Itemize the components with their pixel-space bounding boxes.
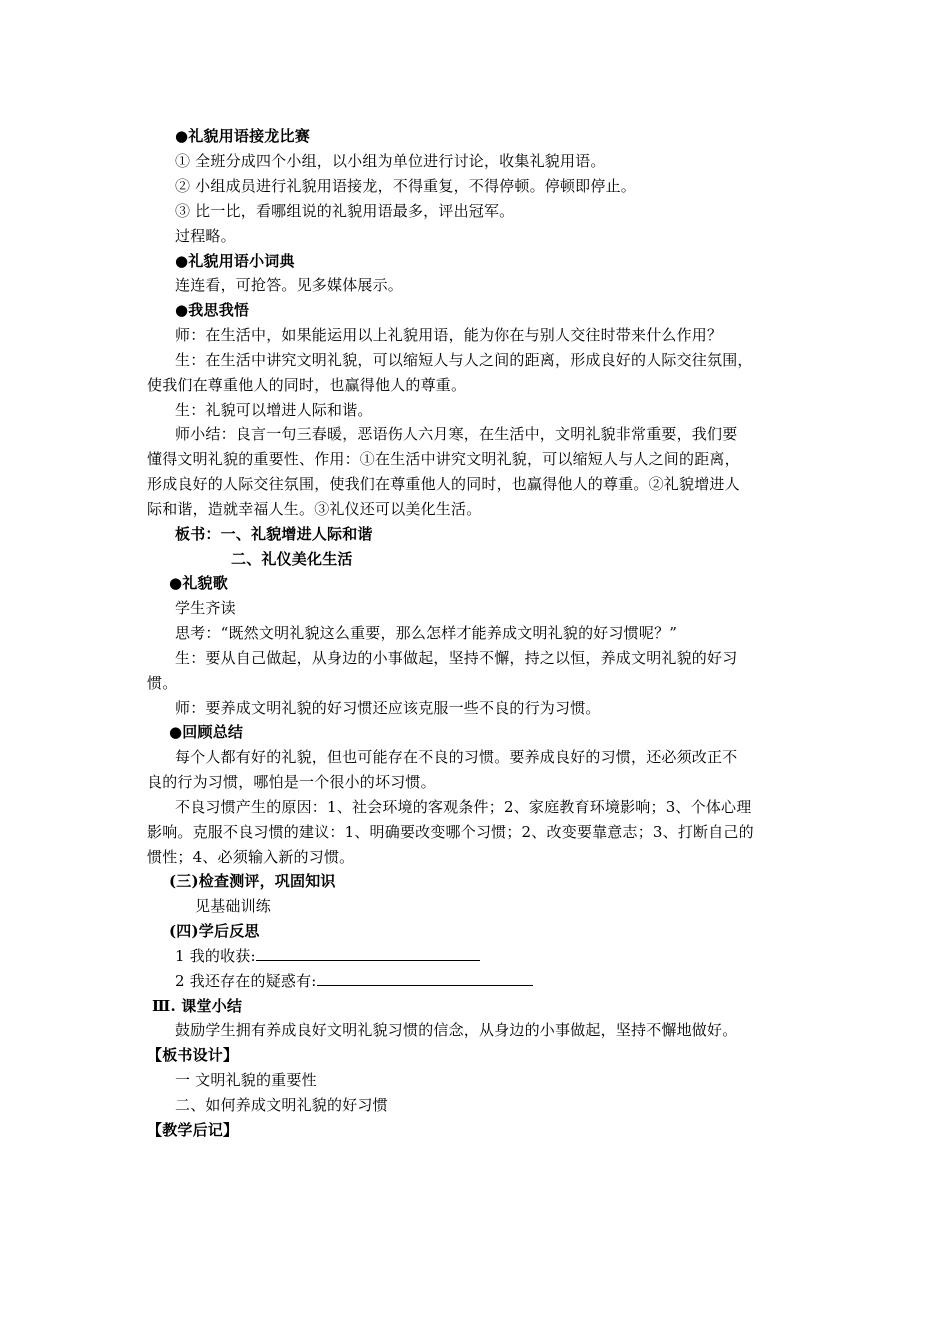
review-3: 不良习惯产生的原因：1、社会环境的客观条件；2、家庭教育环境影响；3、个体心理 [175,798,752,816]
teacher-summary-4: 际和谐，造就幸福人生。③礼仪还可以美化生活。 [147,500,482,518]
heading-board-design: 【板书设计】 [147,1046,239,1064]
heading-class-summary: Ⅲ. 课堂小结 [152,997,243,1015]
review-1: 每个人都有好的礼貌，但也可能存在不良的习惯。要养成良好的习惯，还必须改正不 [175,748,738,766]
review-2: 良的行为习惯，哪怕是一个很小的坏习惯。 [147,773,436,791]
student-habit-b: 惯。 [147,674,178,692]
think-question: 思考：“既然文明礼貌这么重要，那么怎样才能养成文明礼貌的好习惯呢？” [175,624,678,642]
teacher-habit: 师：要养成文明礼貌的好习惯还应该克服一些不良的行为习惯。 [175,699,601,717]
board-note-1: 板书：一、礼貌增进人际和谐 [175,525,373,543]
heading-post-reflection: (四)学后反思 [169,922,260,940]
gain-label: 1 我的收获: [175,947,256,965]
review-5: 惯性；4、必须输入新的习惯。 [147,848,355,866]
board-design-1: 一 文明礼貌的重要性 [175,1071,317,1089]
dictionary-text: 连连看，可抢答。见多媒体展示。 [175,276,404,294]
student-answer-1b: 使我们在尊重他人的同时，也赢得他人的尊重。 [147,376,467,394]
step-2: ② 小组成员进行礼貌用语接龙，不得重复，不得停顿。停顿即停止。 [175,177,636,195]
teacher-summary-3: 形成良好的人际交往氛围，使我们在尊重他人的同时，也赢得他人的尊重。②礼貌增进人 [147,475,740,493]
teacher-summary-2: 懂得文明礼貌的重要性、作用：①在生活中讲究文明礼貌，可以缩短人与人之间的距离， [147,450,740,468]
doubt-label: 2 我还存在的疑惑有: [175,972,317,990]
step-1: ① 全班分成四个小组，以小组为单位进行讨论，收集礼貌用语。 [175,152,606,170]
heading-review: ●回顾总结 [169,723,244,741]
board-note-2: 二、礼仪美化生活 [231,550,353,568]
heading-etiquette-song: ●礼貌歌 [169,574,228,592]
gain-line [147,944,845,969]
basic-training: 见基础训练 [195,897,272,915]
teacher-summary-1: 师小结：良言一句三春暖，恶语伤人六月寒，在生活中，文明礼貌非常重要，我们要 [175,425,738,443]
heading-reflection: ●我思我悟 [175,301,250,319]
heading-etiquette-relay: ●礼貌用语接龙比赛 [175,127,310,145]
gain-blank [256,946,480,961]
process-note: 过程略。 [175,227,236,245]
heading-etiquette-dictionary: ●礼貌用语小词典 [175,252,295,270]
teacher-question: 师：在生活中，如果能运用以上礼貌用语，能为你在与别人交往时带来什么作用？ [175,326,723,344]
student-answer-2: 生：礼貌可以增进人际和谐。 [175,401,373,419]
doubt-blank [317,971,533,986]
doubt-line [147,969,845,994]
read-together: 学生齐读 [175,599,236,617]
step-3: ③ 比一比，看哪组说的礼貌用语最多，评出冠军。 [175,202,515,220]
heading-teaching-notes: 【教学后记】 [147,1121,239,1139]
heading-check: (三)检查测评，巩固知识 [169,872,336,890]
student-answer-1a: 生：在生活中讲究文明礼貌，可以缩短人与人之间的距离，形成良好的人际交往氛围， [175,351,753,369]
student-habit-a: 生：要从自己做起，从身边的小事做起，坚持不懈，持之以恒，养成文明礼貌的好习 [175,649,738,667]
board-design-2: 二、如何养成文明礼貌的好习惯 [175,1096,388,1114]
class-summary-text: 鼓励学生拥有养成良好文明礼貌习惯的信念，从身边的小事做起，坚持不懈地做好。 [175,1021,738,1039]
review-4: 影响。克服不良习惯的建议：1、明确要改变哪个习惯；2、改变要靠意志；3、打断自己的 [147,823,754,841]
